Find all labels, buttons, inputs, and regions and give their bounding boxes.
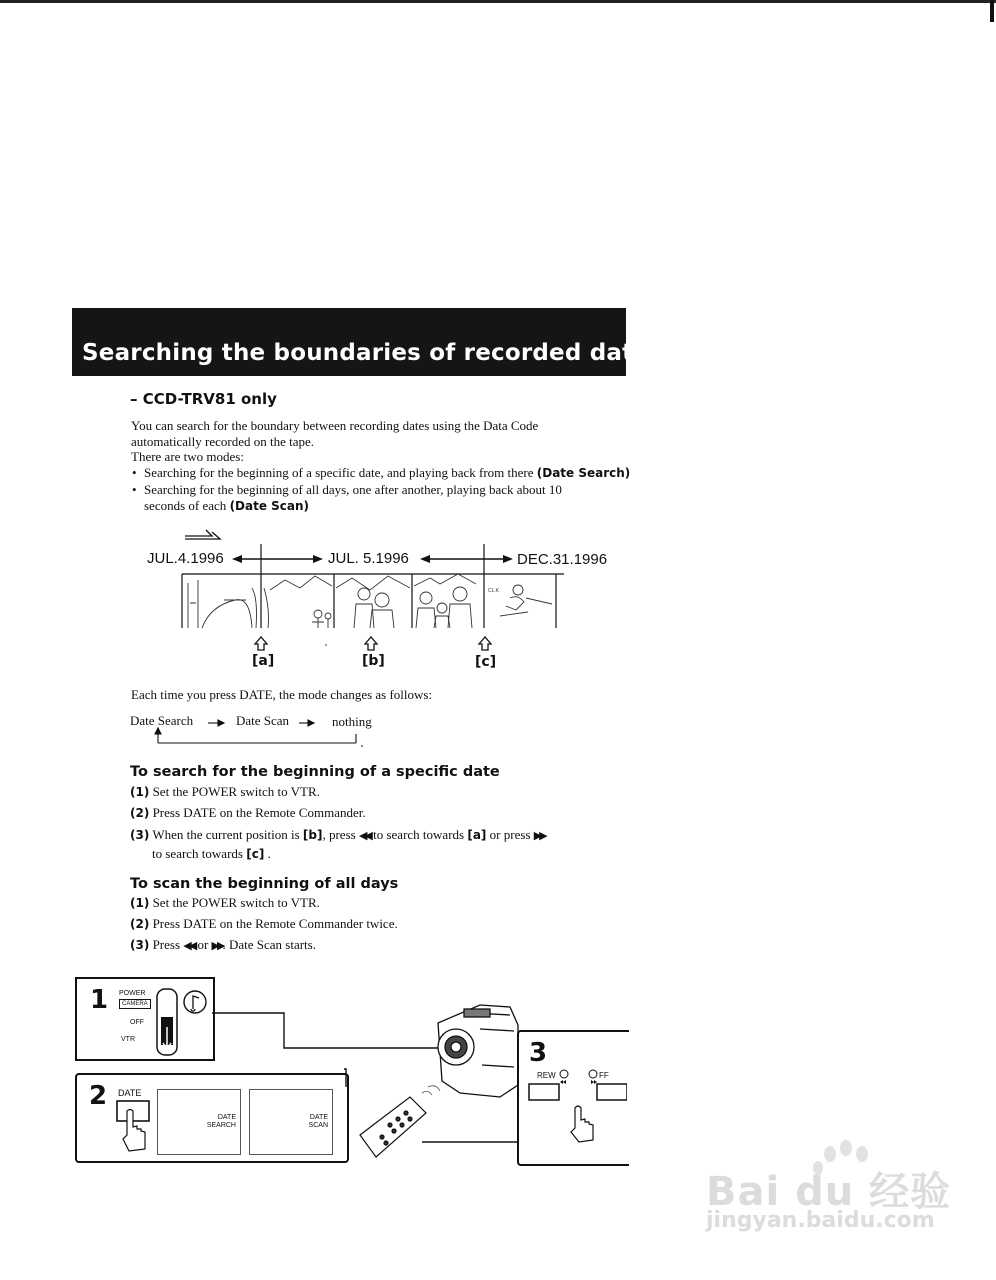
timeline-diagram [140,528,620,628]
top-edge-line [0,0,996,3]
section1-step3 [130,826,545,863]
fast-forward-icon: ▶▶ [211,940,223,952]
step-number: (3) [130,938,150,952]
step3-marker-c: [c] [246,847,265,861]
step-text: Set the POWER switch to VTR. [152,784,320,799]
scene-sketches [188,574,552,628]
camcorder-icon [438,1005,518,1097]
mode-cycle-intro: Each time you press DATE, the mode changes as follows: [131,687,433,702]
power-label: POWER [119,990,146,997]
panel-number: 1 [90,985,109,1015]
section2-step2 [130,916,398,932]
section2-heading: To scan the beginning of all days [130,876,399,892]
intro-line-1: You can search for the boundary between recording dates using the Data Code [131,418,539,433]
step3-text-a: When the current position is [152,827,300,842]
section1-step2 [130,805,366,821]
bullet2-text-b: seconds of each [144,497,227,513]
intro-line-2: automatically recorded on the tape. [131,433,315,449]
date-button-press-icon [115,1099,155,1157]
mode-date-scan: Date Scan [236,713,290,728]
step3-marker-a: [a] [467,828,487,842]
mode-nothing: nothing [332,714,372,729]
step3-text-f: or press [489,827,531,842]
bullet1-text: Searching for the beginning of a specific date, and playing back from there [144,464,534,480]
rew-label: REW [537,1071,556,1080]
screen-line: DATE [217,1114,236,1121]
step-number: (2) [130,917,150,931]
step-text: Press DATE on the Remote Commander. [152,805,366,820]
step-number: (1) [130,896,150,910]
marker-b: [b] [362,653,385,669]
screen-line: SEARCH [206,1122,236,1129]
panel-1-power-switch [75,977,215,1061]
step-text: Press DATE on the Remote Commander twice. [152,916,398,931]
date-button-label: DATE [118,1088,142,1098]
watermark-url: jingyan.baidu.com [706,1208,935,1233]
power-switch-icon [153,987,209,1059]
step-number: (1) [130,785,150,799]
page-title: Searching the boundaries of recorded date [82,340,650,366]
step3-text-d: to search towards [373,827,465,842]
up-arrow-icon [479,637,491,650]
bullet-date-scan: • Searching for the beginning of all days, one after another, playing back about 10 seconds of each (Date Scan) [132,482,562,513]
bullet-date-search: • Searching for the beginning of a specific date, and playing back from there (Date Search) [132,464,631,480]
title-bar [72,308,650,376]
section2-step1 [130,895,320,911]
marker-c: [c] [475,654,497,670]
corner-mark [990,0,994,22]
bullet2-bold: (Date Scan) [229,498,310,513]
bullet1-bold: (Date Search) [536,465,631,480]
svg-text:CL.K: CL.K [488,588,500,594]
connector-line-2 [344,1069,346,1087]
intro-text [131,418,631,514]
watermark-brand: Bai du 经验 [706,1169,952,1215]
step3-text-g: to search towards [152,846,243,861]
rew-ff-press-icon [527,1068,627,1148]
model-subtitle: – CCD-TRV81 only [130,390,277,408]
timeline-date-3: DEC.31.1996 [517,551,608,568]
step3-text-i: . [267,846,271,861]
up-arrow-icon [365,637,377,650]
off-label: OFF [130,1019,144,1026]
step3-text-c: , press [322,827,356,842]
camera-label: CAMERA [119,999,151,1009]
section1-step1 [130,784,320,800]
screen-line: DATE [309,1114,328,1121]
mode-date-search: Date Search [130,713,194,728]
intro-line-3: There are two modes: [131,449,244,464]
rewind-icon: ◀◀ [358,830,370,842]
step-number: (2) [130,806,150,820]
step3-text-a: Press [152,937,181,952]
vtr-label: VTR [121,1036,135,1043]
marker-a: [a] [252,653,275,669]
rewind-icon: ◀◀ [183,940,195,952]
connector-line-1 [212,1013,442,1048]
screen-line: SCAN [308,1122,328,1129]
up-arrow-icon [255,637,267,650]
step3-marker-b: [b] [302,828,323,842]
panel-3-rew-ff-buttons [517,1030,629,1166]
ff-label: FF [599,1071,609,1080]
timeline-date-2: JUL. 5.1996 [328,550,409,567]
remote-commander-icon [360,1097,426,1157]
section2-step3 [130,937,316,953]
step3-text-c: . Date Scan starts. [222,937,316,952]
panel-number: 3 [529,1038,548,1068]
fast-forward-icon: ▶▶ [533,830,545,842]
panel-number: 2 [89,1081,108,1111]
mode-cycle-arrows [150,716,370,752]
step-text: Set the POWER switch to VTR. [152,895,320,910]
step-number: (3) [130,828,150,842]
section1-heading: To search for the beginning of a specific date [130,764,500,780]
timeline-date-1: JUL.4.1996 [147,550,224,567]
step3-text-b: or [197,937,209,952]
tape-direction-arrow [185,530,220,539]
bullet2-text-a: Searching for the beginning of all days, one after another, playing back about 10 [144,482,562,497]
